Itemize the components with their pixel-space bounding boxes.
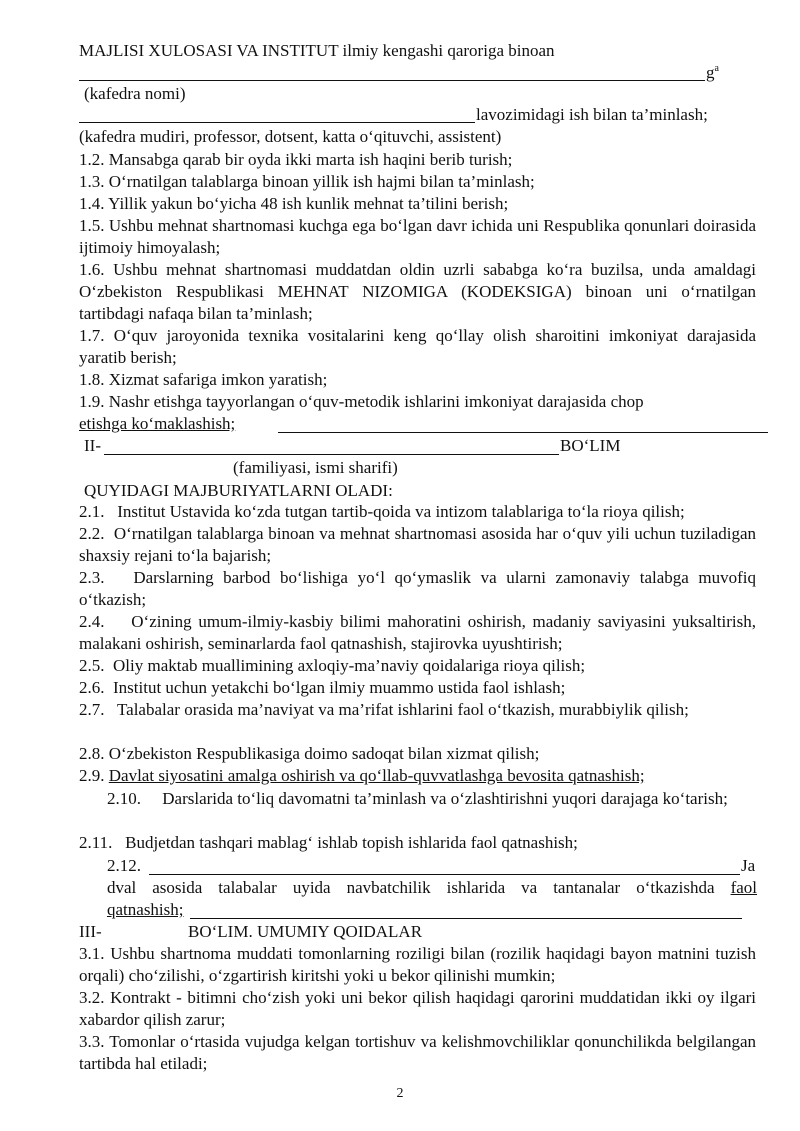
list-item: 2.9. Davlat siyosatini amalga oshirish va qo‘llab-quvvatlashga bevosita qatnashish; — [79, 766, 645, 785]
list-item: 1.5. Ushbu mehnat shartnomasi kuchga ega bo‘lgan davr ichida uni Respublika qonunlari doirasida ijtimoiy himoyalash; — [79, 216, 756, 257]
list-item: 2.7. Talabalar orasida ma’naviyat va ma’rifat ishlarini faol o‘tkazish, murabbiylik qilish; — [79, 700, 689, 719]
list-item: 2.11. Budjetdan tashqari mablag‘ ishlab topish ishlarida faol qatnashish; — [79, 833, 578, 852]
list-item: 1.8. Xizmat safariga imkon yaratish; — [79, 370, 328, 389]
department-caption: (kafedra nomi) — [84, 84, 186, 103]
section3-prefix: III- — [79, 922, 102, 941]
list-item: 1.2. Mansabga qarab bir oyda ikki marta ish haqini berib turish; — [79, 150, 513, 169]
list-item: 2.4. O‘zining umum-ilmiy-kasbiy bilimi mahoratini oshirish, madaniy saviyasini yuksaltirish, malakani oshirish, seminarlarda faol qatnashish, stajirovka uyushtirish; — [79, 612, 756, 653]
list-item: 3.2. Kontrakt - bitimni cho‘zish yoki uni bekor qilish haqidagi qarorini muddatidan ikki oy ilgari xabardor qilish zarur; — [79, 988, 757, 1029]
section2-heading: QUYIDAGI MAJBURIYATLARNI OLADI: — [84, 481, 393, 500]
list-item-number: 2.12. — [107, 856, 141, 875]
list-item: 2.5. Oliy maktab muallimining axloqiy-ma’naviy qoidalariga rioya qilish; — [79, 656, 586, 675]
list-item: 1.3. O‘rnatilgan talablarga binoan yillik ish hajmi bilan ta’minlash; — [79, 172, 535, 191]
section3-title: BO‘LIM. UMUMIY QOIDALAR — [188, 922, 423, 941]
header-title: MAJLISI XULOSASI VA INSTITUT ilmiy kengashi qaroriga binoan — [79, 41, 555, 60]
list-item: 2.3. Darslarning barbod bo‘lishiga yo‘l qo‘ymaslik va ularni zamonaviy talabga muvofiq o‘tkazish; — [79, 568, 757, 609]
employee-name-line — [104, 454, 559, 455]
list-item: 3.1. Ushbu shartnoma muddati tomonlarning roziligi bilan (rozilik haqidagi bayon matnini tuzish orqali) cho‘zilishi, o‘zgartirish kiritshi yoki u bekor qilinishi mumkin; — [79, 944, 756, 985]
list-item: 1.9. Nashr etishga tayyorlangan o‘quv-metodik ishlarini imkoniyat darajasida chop — [79, 392, 644, 411]
fill-line — [278, 432, 768, 433]
list-item-continuation: etishga ko‘maklashish; — [79, 414, 236, 433]
fill-line — [149, 874, 740, 875]
list-item: 2.8. O‘zbekiston Respublikasiga doimo sadoqat bilan xizmat qilish; — [79, 744, 540, 763]
list-item: 2.1. Institut Ustavida ko‘zda tutgan tartib-qoida va intizom talablariga to‘la rioya qilish; — [79, 502, 685, 521]
section2-prefix: II- — [84, 436, 101, 455]
department-name-line — [79, 80, 705, 81]
employee-name-caption: (familiyasi, ismi sharifi) — [233, 458, 398, 477]
section2-suffix: BO‘LIM — [560, 436, 621, 455]
list-item: 1.4. Yillik yakun bo‘yicha 48 ish kunlik mehnat ta’tilini berish; — [79, 194, 509, 213]
header-line-end: $g^a$ — [706, 63, 719, 82]
list-item-line-end: Ja — [741, 856, 756, 875]
list-item: dval asosida talabalar uyida navbatchilik ishlarida va tantanalar o‘tkazishda faol — [107, 878, 758, 897]
list-item: 2.6. Institut uchun yetakchi bo‘lgan ilmiy muammo ustida faol ishlash; — [79, 678, 566, 697]
position-caption: (kafedra mudiri, professor, dotsent, katta o‘qituvchi, assistent) — [79, 127, 502, 146]
list-item: 1.7. O‘quv jaroyonida texnika vositalarini keng qo‘llay olish sharoitini imkoniyat darajasida yaratib berish; — [79, 326, 757, 367]
position-line — [79, 122, 475, 123]
fill-line — [190, 918, 742, 919]
list-item: 3.3. Tomonlar o‘rtasida vujudga kelgan tortishuv va kelishmovchiliklar qonunchilikda belgilangan tartibda hal etiladi; — [79, 1032, 756, 1073]
list-item: 2.2. O‘rnatilgan talablarga binoan va mehnat shartnomasi asosida har o‘quv yili uchun tuziladigan shaxsiy rejani to‘la bajarish; — [79, 524, 757, 565]
list-item: 2.10. Darslarida to‘liq davomatni ta’minlash va o‘zlashtirishni yuqori darajaga ko‘tarish; — [107, 789, 728, 808]
page-number: 2 — [396, 1086, 404, 1101]
list-item: 1.6. Ushbu mehnat shartnomasi muddatdan oldin uzrli sababga ko‘ra buzilsa, unda amaldagi O‘zbekiston Respublikasi MEHNAT NIZOMIGA (KODEKSIGA) binoan uni o‘rnatilgan tartibdagi nafaqa bilan ta’minlash; — [79, 260, 757, 323]
list-item-continuation: qatnashish; — [107, 900, 184, 919]
position-text: lavozimidagi ish bilan ta’minlash; — [476, 105, 708, 124]
